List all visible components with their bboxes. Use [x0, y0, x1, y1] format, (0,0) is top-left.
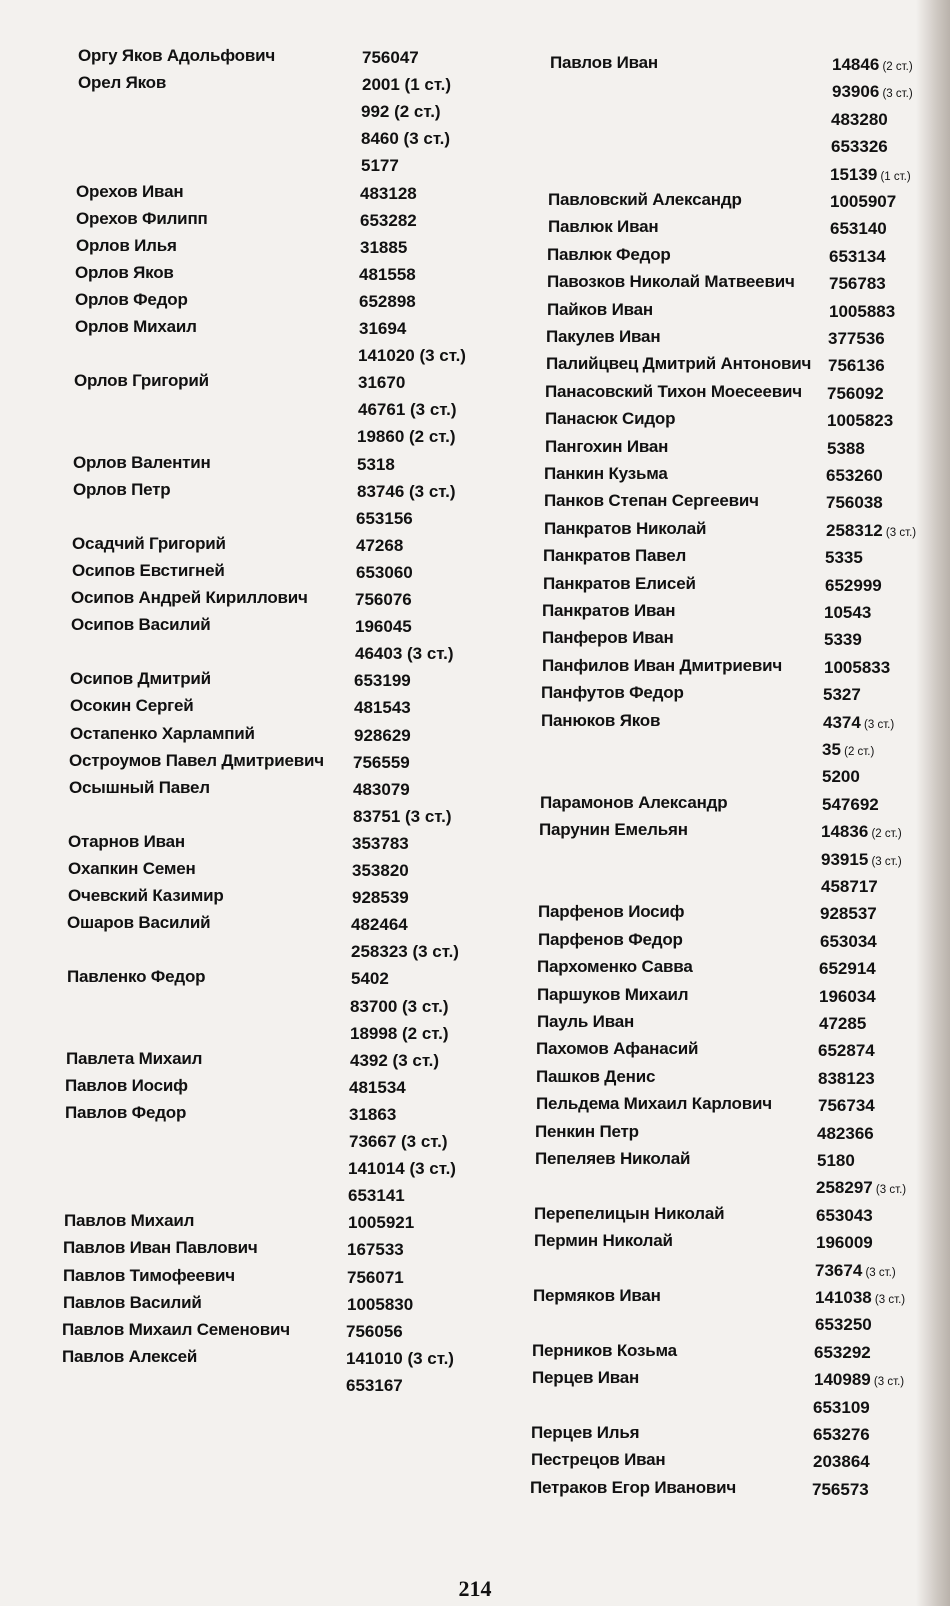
entry-name: Павлов Федор — [65, 1102, 187, 1122]
record-number: 47268 — [356, 535, 404, 555]
record-number: 483079 — [353, 779, 410, 799]
entry-record-number — [350, 994, 449, 1020]
entry-record-number — [352, 858, 409, 884]
right-column — [520, 0, 920, 1606]
record-number: 653282 — [360, 210, 417, 230]
record-number: 653292 — [814, 1342, 871, 1362]
entry-record-number — [817, 1121, 874, 1147]
record-number: 838123 — [818, 1068, 875, 1088]
entry-record-number — [815, 1258, 896, 1284]
record-suffix: (3 ст.) — [871, 1294, 906, 1306]
entry-record-number — [816, 1230, 873, 1256]
record-number: 653140 — [830, 219, 887, 239]
entry-name: Палийцвец Дмитрий Антонович — [546, 354, 812, 374]
entry-record-number — [826, 463, 883, 489]
record-suffix: (1 ст.) — [877, 170, 911, 183]
entry-name: Осипов Андрей Кириллович — [71, 588, 308, 607]
entry-record-number — [812, 1477, 869, 1503]
entry-name: Оргу Яков Адольфович — [78, 46, 276, 65]
entry-record-number — [822, 737, 874, 763]
entry-name: Павлов Иван — [550, 53, 659, 72]
record-number: 1005907 — [830, 192, 897, 211]
entry-name: Павлюк Иван — [548, 217, 659, 237]
entry-record-number — [814, 1340, 871, 1366]
record-number: 756559 — [353, 752, 410, 772]
entry-record-number — [362, 45, 419, 71]
entry-record-number — [828, 353, 885, 379]
record-number: 1005833 — [824, 657, 891, 677]
entry-record-number — [816, 1175, 906, 1201]
record-number: 483128 — [360, 183, 417, 203]
record-number: 481558 — [359, 264, 416, 284]
record-number: 756092 — [827, 383, 884, 403]
record-number: 93915 — [821, 849, 869, 869]
entry-record-number — [827, 381, 884, 407]
entry-record-number — [349, 1129, 448, 1155]
entry-name: Павлов Иосиф — [65, 1075, 188, 1095]
entry-name: Осадчий Григорий — [72, 533, 226, 553]
record-number: 83746 (3 ст.) — [357, 481, 456, 501]
entry-record-number — [825, 545, 863, 571]
entry-record-number — [832, 79, 913, 105]
record-number: 653109 — [813, 1397, 870, 1417]
entry-record-number — [350, 1021, 449, 1047]
entry-name: Орлов Григорий — [74, 371, 209, 391]
entry-name: Орлов Михаил — [75, 317, 197, 336]
record-suffix: (2 ст.) — [879, 61, 913, 73]
record-number: 653134 — [829, 246, 886, 266]
record-number: 141014 (3 ст.) — [348, 1159, 456, 1179]
record-suffix: (3 ст.) — [879, 88, 913, 101]
record-number: 47285 — [819, 1014, 867, 1033]
record-number: 141020 (3 ст.) — [358, 346, 466, 366]
entry-name: Панфутов Федор — [541, 683, 684, 703]
entry-name: Панасюк Сидор — [545, 409, 676, 429]
entry-record-number — [821, 874, 878, 900]
record-number: 653141 — [348, 1186, 405, 1206]
entry-name: Павлов Василий — [63, 1292, 202, 1312]
record-number: 196034 — [819, 986, 876, 1006]
page-edge-shadow — [916, 0, 950, 1606]
entry-record-number — [355, 587, 412, 613]
entry-record-number — [355, 641, 454, 667]
record-number: 140989 — [814, 1370, 871, 1390]
entry-record-number — [360, 235, 407, 261]
entry-name: Парунин Емельян — [539, 820, 688, 840]
entry-name: Панасовский Тихон Моесеевич — [545, 381, 802, 401]
entry-name: Орел Яков — [78, 73, 167, 93]
entry-record-number — [355, 614, 412, 640]
entry-record-number — [361, 153, 399, 179]
record-number: 353783 — [352, 833, 409, 853]
entry-record-number — [818, 1093, 875, 1119]
record-number: 992 (2 ст.) — [361, 102, 441, 122]
entry-record-number — [358, 397, 457, 423]
record-number: 2001 (1 ст.) — [362, 75, 452, 95]
entry-record-number — [832, 52, 913, 78]
entry-name: Очевский Казимир — [68, 886, 224, 906]
entry-record-number — [358, 370, 405, 396]
entry-record-number — [830, 216, 887, 242]
entry-name: Пенкин Петр — [535, 1121, 639, 1141]
entry-name: Орлов Яков — [75, 262, 174, 282]
record-number: 31885 — [360, 237, 408, 257]
record-suffix: (3 ст.) — [860, 718, 895, 731]
entry-record-number — [827, 436, 865, 462]
record-number: 482366 — [817, 1123, 874, 1143]
record-number: 10543 — [824, 603, 872, 622]
entry-record-number — [354, 668, 411, 694]
record-number: 5388 — [827, 438, 865, 458]
entry-record-number — [351, 912, 408, 938]
entry-name: Павлюк Федор — [547, 244, 671, 264]
entry-record-number — [826, 490, 883, 516]
entry-record-number — [353, 777, 410, 803]
entry-record-number — [831, 134, 888, 160]
record-number: 652999 — [825, 575, 882, 595]
entry-name: Осипов Василий — [71, 615, 211, 635]
entry-name: Панкратов Елисей — [543, 573, 696, 593]
record-number: 653043 — [816, 1205, 873, 1225]
entry-record-number — [830, 162, 911, 188]
entry-name: Орехов Филипп — [76, 208, 208, 228]
entry-record-number — [352, 831, 409, 857]
entry-record-number — [821, 819, 902, 845]
record-number: 35 — [822, 740, 841, 759]
entry-record-number — [353, 804, 452, 830]
entry-name: Панюков Яков — [541, 710, 661, 730]
entry-name: Осипов Дмитрий — [70, 669, 211, 689]
entry-name: Пельдема Михаил Карлович — [536, 1094, 772, 1114]
entry-record-number — [829, 271, 886, 297]
entry-record-number — [818, 1066, 875, 1092]
entry-name: Перцев Илья — [531, 1423, 640, 1442]
entry-name: Орлов Валентин — [73, 452, 211, 472]
entry-record-number — [347, 1265, 404, 1291]
record-number: 928537 — [820, 904, 877, 924]
entry-record-number — [359, 289, 416, 315]
entry-record-number — [354, 695, 411, 721]
record-number: 756783 — [829, 274, 886, 294]
page-number: 214 — [458, 1576, 492, 1601]
entry-record-number — [819, 984, 876, 1010]
record-number: 196009 — [816, 1233, 873, 1253]
entry-name: Пепеляев Николай — [535, 1149, 691, 1168]
entry-record-number — [360, 181, 417, 207]
entry-record-number — [815, 1312, 872, 1338]
entry-record-number — [361, 99, 441, 125]
entry-name: Охапкин Семен — [68, 859, 196, 878]
entry-name: Пауль Иван — [537, 1012, 635, 1031]
entry-name: Павлета Михаил — [66, 1048, 203, 1068]
entry-name: Пашков Денис — [536, 1066, 656, 1086]
entry-record-number — [346, 1346, 454, 1372]
record-number: 377536 — [828, 329, 885, 348]
entry-record-number — [820, 929, 877, 955]
entry-record-number — [354, 723, 411, 749]
entry-record-number — [346, 1319, 403, 1345]
record-number: 756056 — [346, 1321, 403, 1341]
record-number: 756076 — [355, 590, 412, 609]
entry-record-number — [349, 1075, 406, 1101]
record-suffix: (2 ст.) — [868, 828, 902, 841]
entry-record-number — [357, 479, 456, 505]
entry-record-number — [362, 72, 451, 98]
entry-record-number — [826, 518, 916, 544]
record-number: 653199 — [354, 671, 411, 691]
entry-record-number — [824, 600, 871, 626]
record-number: 481534 — [349, 1077, 406, 1097]
entry-record-number — [358, 343, 466, 369]
record-number: 46403 (3 ст.) — [355, 644, 454, 664]
record-number: 483280 — [831, 109, 888, 129]
entry-record-number — [828, 326, 885, 352]
entry-record-number — [357, 424, 456, 450]
entry-record-number — [351, 939, 459, 965]
record-number: 653250 — [815, 1315, 872, 1335]
record-number: 653060 — [356, 562, 413, 582]
entry-name: Пестрецов Иван — [531, 1450, 666, 1470]
record-number: 653326 — [831, 137, 888, 157]
entry-record-number — [356, 560, 413, 586]
entry-record-number — [819, 956, 876, 982]
entry-record-number — [346, 1373, 403, 1399]
entry-name: Орлов Федор — [75, 289, 188, 309]
record-number: 756136 — [828, 356, 885, 376]
record-number: 5402 — [351, 969, 389, 989]
record-number: 5200 — [822, 767, 860, 787]
entry-record-number — [352, 885, 409, 911]
entry-record-number — [349, 1102, 396, 1128]
entry-record-number — [829, 299, 895, 325]
entry-name: Отарнов Иван — [68, 831, 185, 851]
record-number: 4374 — [823, 712, 861, 732]
record-number: 756071 — [347, 1267, 404, 1287]
record-number: 258297 — [816, 1178, 873, 1198]
entry-record-number — [813, 1449, 870, 1475]
entry-record-number — [360, 208, 417, 234]
entry-name: Орлов Илья — [76, 235, 177, 255]
entry-name: Осипов Евстигней — [72, 560, 225, 580]
entry-record-number — [350, 1048, 439, 1074]
entry-name: Панферов Иван — [542, 628, 674, 648]
record-number: 19860 (2 ст.) — [357, 427, 456, 447]
entry-name: Парамонов Александр — [540, 792, 728, 812]
entry-record-number — [813, 1422, 870, 1448]
entry-record-number — [815, 1285, 905, 1311]
record-number: 5339 — [824, 630, 862, 650]
record-number: 258323 (3 ст.) — [351, 942, 459, 962]
entry-name: Панфилов Иван Дмитриевич — [542, 655, 783, 675]
entry-record-number — [347, 1237, 404, 1263]
entry-record-number — [359, 262, 416, 288]
record-number: 31694 — [359, 319, 407, 338]
entry-name: Павозков Николай Матвеевич — [547, 272, 795, 292]
entry-record-number — [830, 189, 896, 215]
record-number: 14836 — [821, 822, 869, 842]
entry-name: Паршуков Михаил — [537, 984, 689, 1004]
entry-name: Павловский Александр — [548, 190, 742, 209]
record-number: 928629 — [354, 725, 411, 745]
record-number: 141010 (3 ст.) — [346, 1348, 454, 1368]
record-number: 756573 — [812, 1479, 869, 1499]
record-number: 8460 (3 ст.) — [361, 129, 451, 149]
entry-record-number — [822, 764, 860, 790]
record-number: 1005883 — [829, 301, 896, 321]
entry-record-number — [814, 1367, 904, 1393]
record-number: 1005823 — [827, 411, 894, 431]
entry-record-number — [348, 1156, 456, 1182]
entry-record-number — [822, 792, 879, 818]
entry-name: Орехов Иван — [76, 181, 184, 201]
record-number: 547692 — [822, 794, 879, 814]
entry-record-number — [820, 901, 877, 927]
entry-name: Парфенов Иосиф — [538, 902, 685, 922]
record-number: 353820 — [352, 861, 409, 880]
entry-record-number — [831, 107, 888, 133]
record-number: 653276 — [813, 1425, 870, 1444]
record-number: 46761 (3 ст.) — [358, 400, 457, 420]
entry-name: Перников Козьма — [532, 1340, 677, 1360]
record-number: 203864 — [813, 1452, 870, 1472]
record-number: 18998 (2 ст.) — [350, 1023, 449, 1043]
record-number: 83700 (3 ст.) — [350, 996, 449, 1016]
entry-name: Панков Степан Сергеевич — [544, 491, 759, 511]
record-suffix: (3 ст.) — [862, 1266, 896, 1279]
record-number: 14846 — [832, 55, 880, 74]
record-number: 652914 — [819, 959, 876, 979]
entry-name: Павлов Алексей — [62, 1346, 198, 1366]
entry-name: Павлов Тимофеевич — [63, 1265, 235, 1285]
record-number: 482464 — [351, 915, 408, 935]
entry-name: Пакулев Иван — [546, 327, 661, 346]
record-number: 652874 — [818, 1041, 875, 1061]
record-number: 31863 — [349, 1104, 397, 1124]
entry-name: Павлов Иван Павлович — [63, 1238, 258, 1258]
entry-record-number — [823, 710, 894, 736]
entry-record-number — [823, 682, 861, 708]
record-number: 5177 — [361, 156, 399, 176]
record-number: 4392 (3 ст.) — [350, 1050, 440, 1070]
entry-name: Пайков Иван — [547, 299, 653, 319]
record-number: 167533 — [347, 1240, 404, 1260]
entry-record-number — [824, 655, 890, 681]
entry-record-number — [357, 452, 395, 478]
entry-name: Павленко Федор — [67, 967, 206, 987]
record-number: 93906 — [832, 82, 880, 102]
entry-record-number — [829, 244, 886, 270]
record-number: 458717 — [821, 877, 878, 896]
record-number: 31670 — [358, 373, 406, 393]
entry-name: Перепелицын Николай — [534, 1203, 725, 1223]
entry-record-number — [818, 1038, 875, 1064]
record-number: 653156 — [356, 508, 413, 528]
entry-record-number — [356, 533, 403, 559]
entry-name: Павлов Михаил Семенович — [62, 1319, 290, 1339]
entry-name: Пангохин Иван — [545, 436, 669, 456]
entry-name: Пермин Николай — [534, 1231, 673, 1251]
entry-name: Пермяков Иван — [533, 1286, 661, 1305]
entry-name: Осокин Сергей — [70, 696, 194, 716]
entry-name: Ошаров Василий — [67, 913, 211, 933]
record-number: 196045 — [355, 617, 412, 637]
entry-record-number — [356, 506, 413, 532]
entry-record-number — [824, 627, 862, 653]
entry-name: Орлов Петр — [73, 479, 171, 499]
entry-record-number — [348, 1210, 414, 1236]
entry-name: Остроумов Павел Дмитриевич — [69, 750, 324, 770]
record-number: 928539 — [352, 888, 409, 908]
entry-record-number — [819, 1011, 866, 1037]
record-suffix: (3 ст.) — [872, 1184, 907, 1197]
entry-name: Панкратов Павел — [543, 546, 687, 566]
record-number: 653260 — [826, 466, 883, 485]
entry-record-number — [348, 1183, 405, 1209]
record-number: 653034 — [820, 931, 877, 951]
record-suffix: (3 ст.) — [870, 1376, 905, 1389]
entry-name: Павлов Михаил — [64, 1211, 195, 1231]
record-suffix: (2 ст.) — [840, 746, 875, 758]
record-number: 756038 — [826, 493, 883, 513]
entry-record-number — [351, 966, 389, 992]
entry-name: Пахомов Афанасий — [536, 1039, 699, 1059]
entry-record-number — [827, 408, 893, 434]
record-number: 756047 — [362, 48, 419, 67]
entry-name: Панкин Кузьма — [544, 464, 668, 483]
record-number: 15139 — [830, 164, 878, 184]
entry-name: Пархоменко Савва — [537, 957, 693, 977]
record-number: 258312 — [826, 520, 883, 540]
record-number: 73674 — [815, 1260, 863, 1280]
record-number: 141038 — [815, 1288, 872, 1307]
entry-record-number — [361, 126, 450, 152]
entry-name: Петраков Егор Иванович — [530, 1477, 737, 1497]
record-number: 653167 — [346, 1375, 403, 1395]
entry-name: Перцев Иван — [532, 1368, 640, 1388]
entry-record-number — [353, 750, 410, 776]
entry-name: Осышный Павел — [69, 777, 210, 797]
entry-name: Остапенко Харлампий — [70, 723, 255, 743]
entry-record-number — [817, 1148, 855, 1174]
record-suffix: (3 ст.) — [882, 526, 917, 539]
record-number: 5327 — [823, 685, 861, 705]
record-suffix: (3 ст.) — [868, 855, 902, 868]
record-number: 756734 — [818, 1096, 875, 1116]
record-number: 73667 (3 ст.) — [349, 1132, 448, 1151]
record-number: 5180 — [817, 1151, 855, 1170]
record-number: 1005921 — [348, 1213, 415, 1233]
entry-record-number — [825, 573, 882, 599]
entry-record-number — [347, 1292, 413, 1318]
entry-record-number — [359, 316, 406, 342]
entry-record-number — [821, 847, 902, 873]
record-number: 83751 (3 ст.) — [353, 806, 452, 826]
entry-record-number — [816, 1203, 873, 1229]
record-number: 5335 — [825, 548, 863, 568]
entry-name: Панкратов Николай — [544, 518, 707, 538]
entry-name: Парфенов Федор — [538, 929, 683, 949]
record-number: 1005830 — [347, 1294, 414, 1314]
entry-record-number — [813, 1395, 870, 1421]
entry-name: Панкратов Иван — [542, 601, 676, 620]
record-number: 5318 — [357, 454, 395, 474]
record-number: 652898 — [359, 291, 416, 311]
record-number: 481543 — [354, 698, 411, 718]
